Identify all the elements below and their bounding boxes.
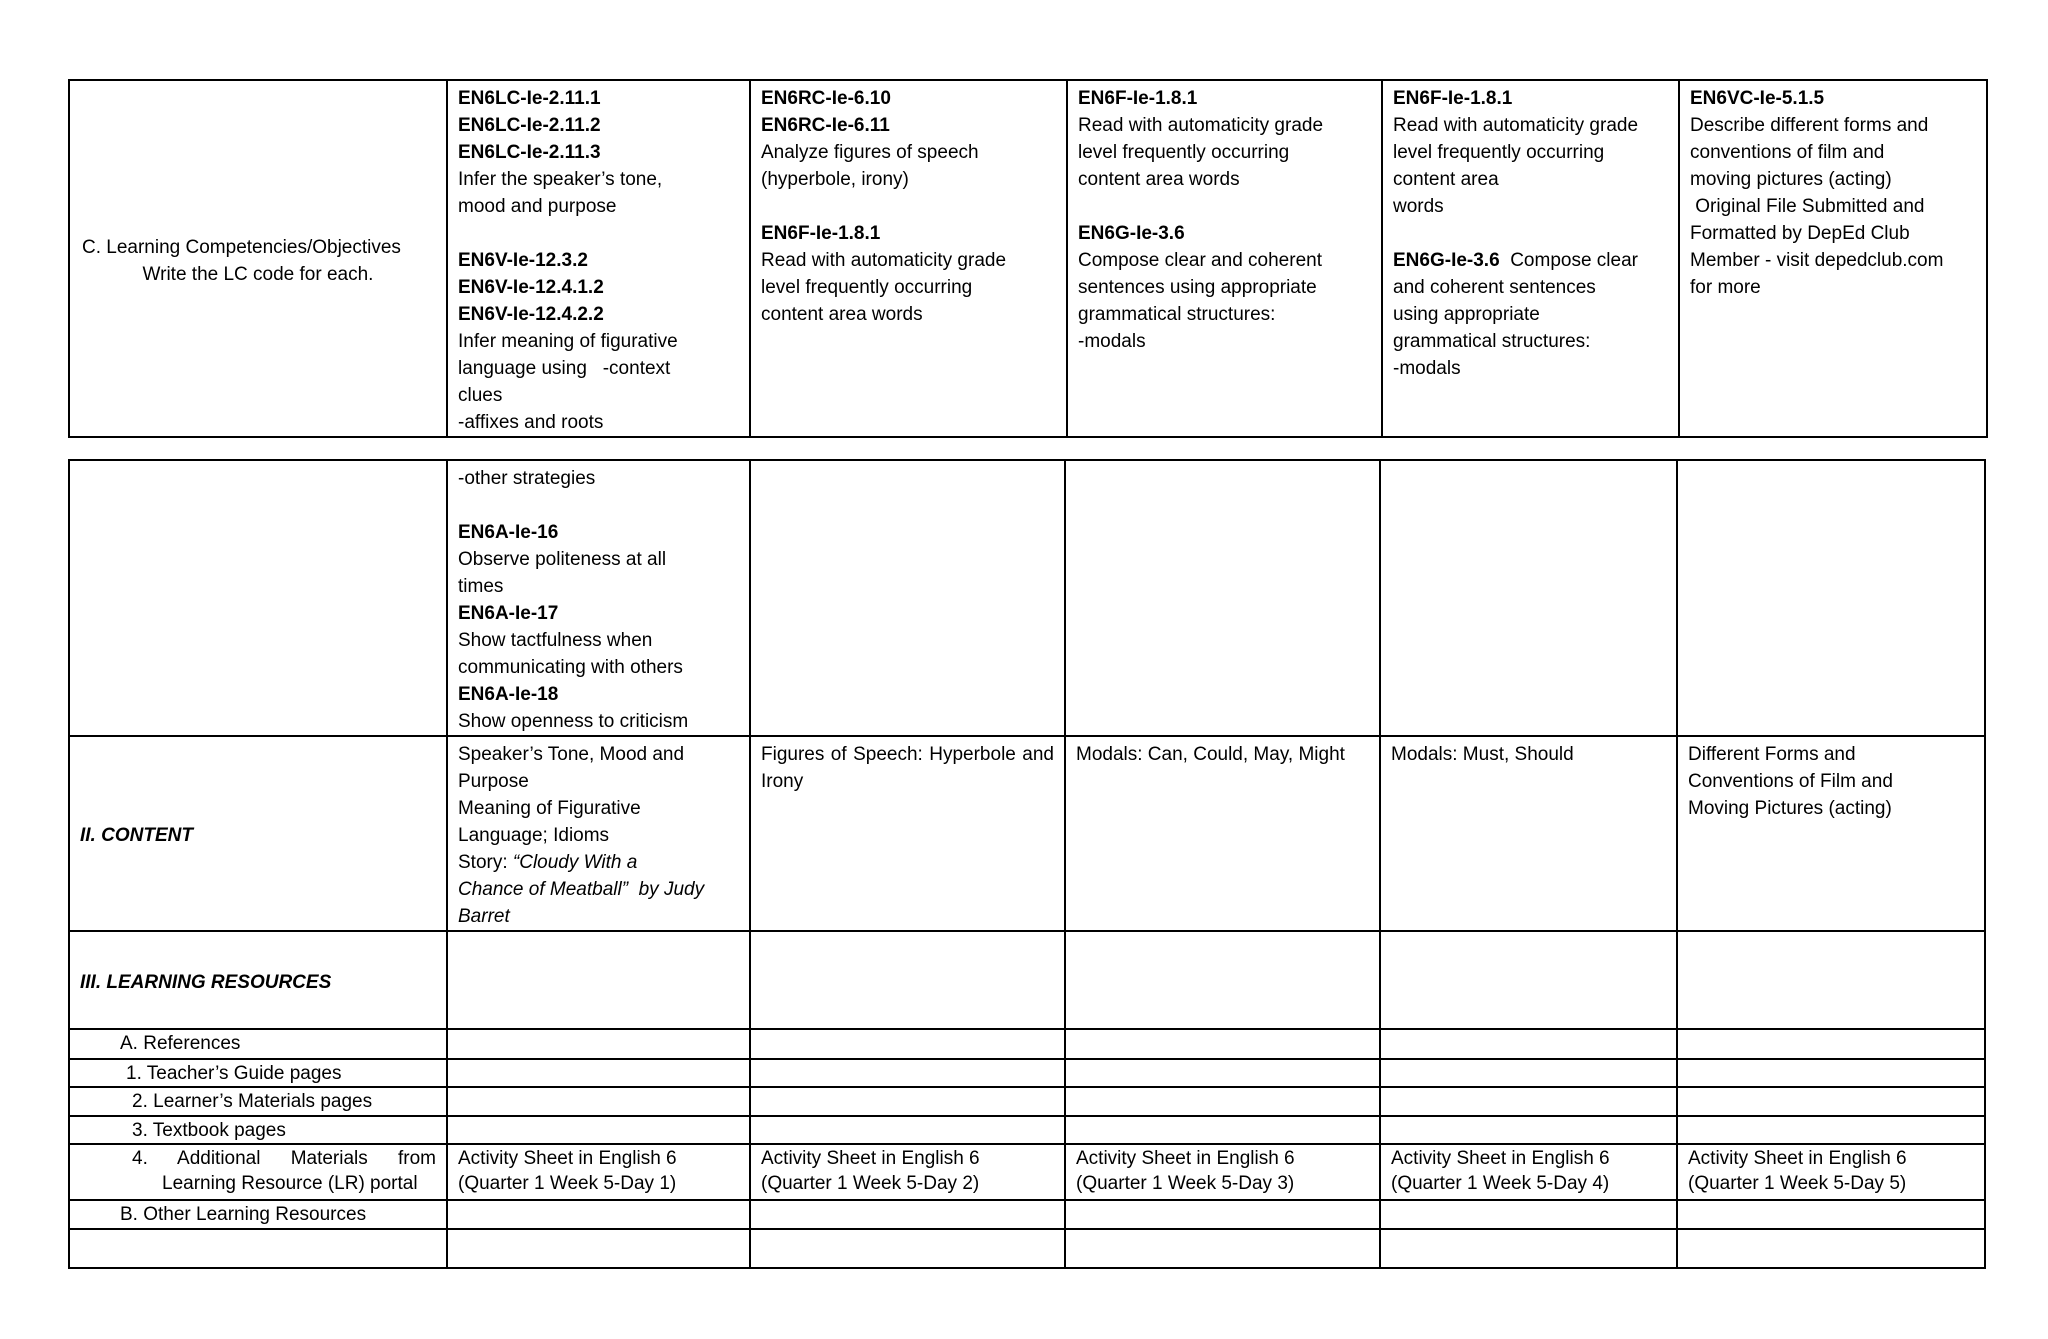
additional-materials-day4 [1380, 1144, 1677, 1200]
lc-text: -other strategies [458, 468, 596, 489]
learning-resources-label: III. LEARNING RESOURCES [69, 931, 447, 1029]
lc-text: Read with automaticity grade [1078, 115, 1324, 136]
competencies-day3-cell [1067, 80, 1382, 437]
lc-text: Show tactfulness when [458, 630, 653, 651]
lc-text: Analyze figures of speech [761, 142, 979, 163]
lesson-plan-table-bottom [68, 459, 1986, 1269]
textbook-label: 3. Textbook pages [69, 1116, 447, 1144]
lc-text: grammatical structures: [1078, 304, 1276, 325]
lc-text: -modals [1393, 358, 1461, 379]
additional-materials-label [69, 1144, 447, 1200]
story-title: Barret [458, 906, 510, 927]
competencies-table-top [68, 79, 1988, 438]
lc-code: EN6RC-Ie-6.11 [761, 115, 890, 136]
activity-sheet-text: Activity Sheet in English 6 [761, 1148, 980, 1169]
lc-code: EN6A-Ie-17 [458, 603, 559, 624]
activity-sheet-text: (Quarter 1 Week 5-Day 4) [1391, 1173, 1610, 1194]
lc-text: -affixes and roots [458, 412, 604, 433]
lc-text: level frequently occurring [1393, 142, 1605, 163]
competencies-instruction: Write the LC code for each. [142, 263, 374, 285]
lc-text: for more [1690, 277, 1761, 298]
lc-text: sentences using appropriate [1078, 277, 1317, 298]
competencies-day4-cell [1382, 80, 1679, 437]
lc-text: conventions of film and [1690, 142, 1885, 163]
content-label: II. CONTENT [69, 736, 447, 931]
activity-sheet-text: (Quarter 1 Week 5-Day 5) [1688, 1173, 1907, 1194]
lc-text: Member - visit depedclub.com [1690, 250, 1944, 271]
content-text: Language; Idioms [458, 825, 610, 846]
lc-text: content area words [1078, 169, 1240, 190]
content-text: Moving Pictures (acting) [1688, 798, 1892, 819]
lc-code: EN6RC-Ie-6.10 [761, 88, 891, 109]
lc-text: level frequently occurring [761, 277, 973, 298]
story-title: Chance of Meatball” by Judy [458, 879, 705, 900]
lc-code: EN6A-Ie-16 [458, 522, 559, 543]
lc-code: EN6V-Ie-12.4.2.2 [458, 304, 604, 325]
additional-materials-day2 [750, 1144, 1065, 1200]
content-text: Conventions of Film and [1688, 771, 1893, 792]
content-text: Meaning of Figurative [458, 798, 641, 819]
lc-text: and coherent sentences [1393, 277, 1596, 298]
content-day4-cell: Modals: Must, Should [1380, 736, 1677, 931]
lc-code: EN6LC-Ie-2.11.2 [458, 115, 601, 136]
competencies-label: C. Learning Competencies/Objectives [82, 236, 401, 258]
lc-text: language using -context [458, 358, 671, 379]
competencies-day5-cell [1679, 80, 1987, 437]
content-text: Story: [458, 852, 513, 873]
activity-sheet-text: Activity Sheet in English 6 [458, 1148, 677, 1169]
lc-text: Show openness to criticism [458, 711, 689, 732]
lc-text: clues [458, 385, 503, 406]
lc-text: Original File Submitted and [1690, 196, 1925, 217]
lc-code: EN6G-Ie-3.6 [1078, 223, 1185, 244]
lc-text: content area words [761, 304, 923, 325]
lc-code: EN6G-Ie-3.6 [1393, 250, 1500, 271]
lc-text: using appropriate [1393, 304, 1540, 325]
content-text: Purpose [458, 771, 529, 792]
lc-code: EN6F-Ie-1.8.1 [761, 223, 881, 244]
content-day2-cell: Figures of Speech: Hyperbole and Irony [750, 736, 1065, 931]
lc-text: Describe different forms and [1690, 115, 1929, 136]
content-day3-cell: Modals: Can, Could, May, Might [1065, 736, 1380, 931]
content-text: Different Forms and [1688, 744, 1856, 765]
story-title: “Cloudy With a [512, 852, 638, 873]
teachers-guide-label: 1. Teacher’s Guide pages [69, 1059, 447, 1087]
lc-code: EN6LC-Ie-2.11.1 [458, 88, 601, 109]
lc-code: EN6V-Ie-12.3.2 [458, 250, 588, 271]
competencies-label-cell [69, 80, 447, 437]
lc-code: EN6LC-Ie-2.11.3 [458, 142, 601, 163]
lc-code: EN6F-Ie-1.8.1 [1078, 88, 1198, 109]
lc-code: EN6VC-Ie-5.1.5 [1690, 88, 1825, 109]
lc-text: (hyperbole, irony) [761, 169, 909, 190]
lc-text: level frequently occurring [1078, 142, 1290, 163]
additional-materials-line: 4. Additional Materials from [132, 1148, 436, 1169]
lc-text: words [1393, 196, 1444, 217]
activity-sheet-text: (Quarter 1 Week 5-Day 1) [458, 1173, 677, 1194]
lc-text: Infer meaning of figurative [458, 331, 678, 352]
lc-text: Read with automaticity grade [761, 250, 1007, 271]
additional-materials-day1 [447, 1144, 750, 1200]
references-label: A. References [69, 1029, 447, 1059]
lc-text: Observe politeness at all [458, 549, 667, 570]
lc-text: communicating with others [458, 657, 683, 678]
lc-text: Read with automaticity grade [1393, 115, 1639, 136]
lc-text: grammatical structures: [1393, 331, 1591, 352]
lc-text: moving pictures (acting) [1690, 169, 1892, 190]
activity-sheet-text: Activity Sheet in English 6 [1688, 1148, 1907, 1169]
lc-text: Compose clear [1499, 250, 1638, 271]
content-day1-cell [447, 736, 750, 931]
activity-sheet-text: (Quarter 1 Week 5-Day 2) [761, 1173, 980, 1194]
lc-text: content area [1393, 169, 1499, 190]
activity-sheet-text: Activity Sheet in English 6 [1076, 1148, 1295, 1169]
competencies-day1-cell [447, 80, 750, 437]
lc-text: Formatted by DepEd Club [1690, 223, 1910, 244]
competencies-continued-label-cell [69, 460, 447, 736]
lc-code: EN6F-Ie-1.8.1 [1393, 88, 1513, 109]
additional-materials-day5 [1677, 1144, 1985, 1200]
lc-code: EN6V-Ie-12.4.1.2 [458, 277, 604, 298]
content-day5-cell [1677, 736, 1985, 931]
learners-materials-label: 2. Learner’s Materials pages [69, 1087, 447, 1116]
lc-text: Infer the speaker’s tone, [458, 169, 663, 190]
additional-materials-line: Learning Resource (LR) portal [162, 1173, 418, 1194]
competencies-continued-day1-cell [447, 460, 750, 736]
lc-code: EN6A-Ie-18 [458, 684, 559, 705]
activity-sheet-text: (Quarter 1 Week 5-Day 3) [1076, 1173, 1295, 1194]
lc-text: mood and purpose [458, 196, 617, 217]
lc-text: -modals [1078, 331, 1146, 352]
lc-text: times [458, 576, 504, 597]
activity-sheet-text: Activity Sheet in English 6 [1391, 1148, 1610, 1169]
additional-materials-day3 [1065, 1144, 1380, 1200]
other-resources-label: B. Other Learning Resources [69, 1200, 447, 1229]
lc-text: Compose clear and coherent [1078, 250, 1322, 271]
competencies-day2-cell [750, 80, 1067, 437]
content-text: Speaker’s Tone, Mood and [458, 744, 685, 765]
